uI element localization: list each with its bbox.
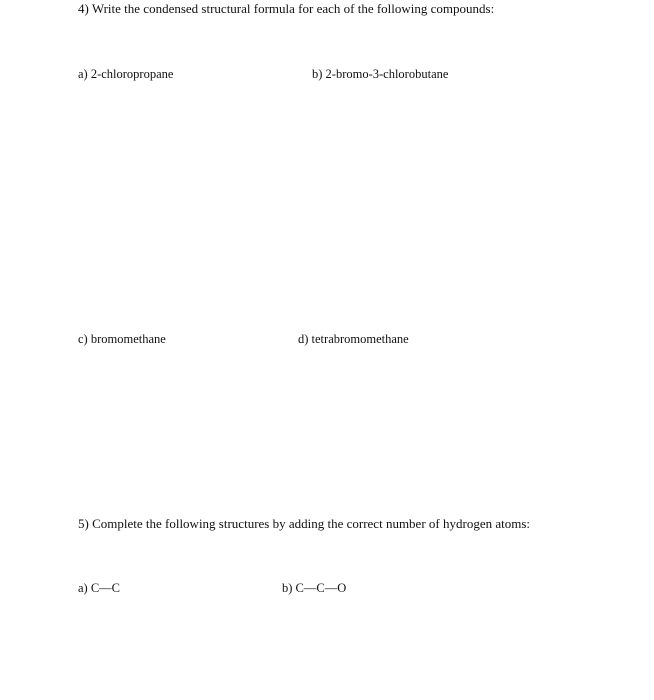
question-4b-label: b) 2-bromo-3-chlorobutane	[312, 67, 449, 81]
question-4a-label: a) 2-chloropropane	[78, 67, 174, 81]
question-5a-label: a) C—C	[78, 581, 121, 595]
question-5b-label: b) C—C—O	[282, 581, 347, 595]
question-4c-label: c) bromomethane	[78, 332, 166, 346]
question-5-prompt: 5) Complete the following structures by adding the correct number of hydrogen atoms:	[78, 516, 530, 531]
question-4d-label: d) tetrabromomethane	[298, 332, 409, 346]
question-4-prompt: 4) Write the condensed structural formula for each of the following compounds:	[78, 1, 495, 16]
